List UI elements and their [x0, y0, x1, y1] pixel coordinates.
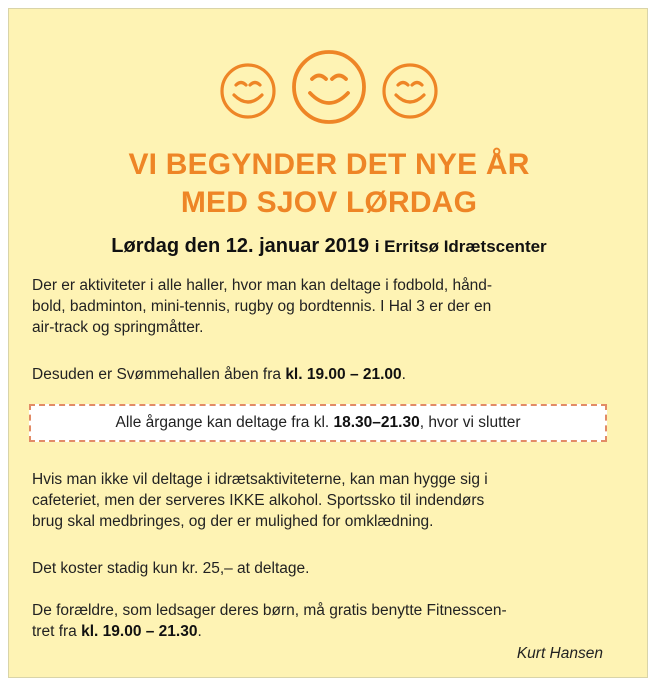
cafeteria-line-3: brug skal medbringes, og der er mulighed for omklædning. [32, 513, 434, 530]
author-signature: Kurt Hansen [516, 645, 603, 662]
smiley-icons [9, 45, 649, 135]
page-title [9, 146, 649, 222]
notice-text: Alle årgange kan deltage fra kl. [115, 414, 334, 431]
smiley-icon-center [294, 52, 364, 122]
notice-suffix: , hvor vi slutter [419, 414, 521, 431]
event-venue: i Erritsø Idrætscenter [374, 237, 547, 256]
title-line-2: MED SJOV LØRDAG [180, 186, 478, 219]
swim-text: Desuden er Svømmehallen åben fra [32, 366, 286, 383]
fitness-line-1: De forældre, som ledsager deres børn, må gratis benytte Fitnesscen- [32, 602, 507, 619]
activities-paragraph [32, 275, 622, 338]
fitness-line-2 [32, 621, 622, 642]
smiley-icon-right [384, 65, 436, 117]
activities-line-2: bold, badminton, mini-tennis, rugby og bordtennis. I Hal 3 er der en [32, 298, 492, 315]
swim-suffix: . [401, 366, 406, 383]
smiley-icon-left [222, 65, 274, 117]
event-date: Lørdag den 12. januar 2019 [111, 235, 370, 257]
activities-line-1: Der er aktiviteter i alle haller, hvor man kan deltage i fodbold, hånd- [32, 277, 493, 294]
cafeteria-paragraph [32, 469, 622, 532]
fitness-text: tret fra [32, 623, 82, 640]
activities-line-3: air-track og springmåtter. [32, 319, 204, 336]
title-line-1: VI BEGYNDER DET NYE ÅR [128, 148, 530, 181]
event-date-venue [9, 233, 649, 260]
fitness-paragraph [32, 600, 622, 642]
swim-time: kl. 19.00 – 21.00 [285, 366, 402, 383]
cafeteria-line-1: Hvis man ikke vil deltage i idrætsaktiviteterne, kan man hygge sig i [32, 471, 488, 488]
fitness-suffix: . [197, 623, 202, 640]
swim-paragraph [32, 364, 622, 385]
notice-box [29, 404, 607, 442]
fitness-time: kl. 19.00 – 21.30 [81, 623, 198, 640]
notice-time: 18.30–21.30 [333, 414, 420, 431]
price-paragraph: Det koster stadig kun kr. 25,– at deltage. [32, 560, 310, 577]
cafeteria-line-2: cafeteriet, men der serveres IKKE alkohol. Sportssko til indendørs [32, 492, 485, 509]
flyer-card [8, 8, 648, 678]
